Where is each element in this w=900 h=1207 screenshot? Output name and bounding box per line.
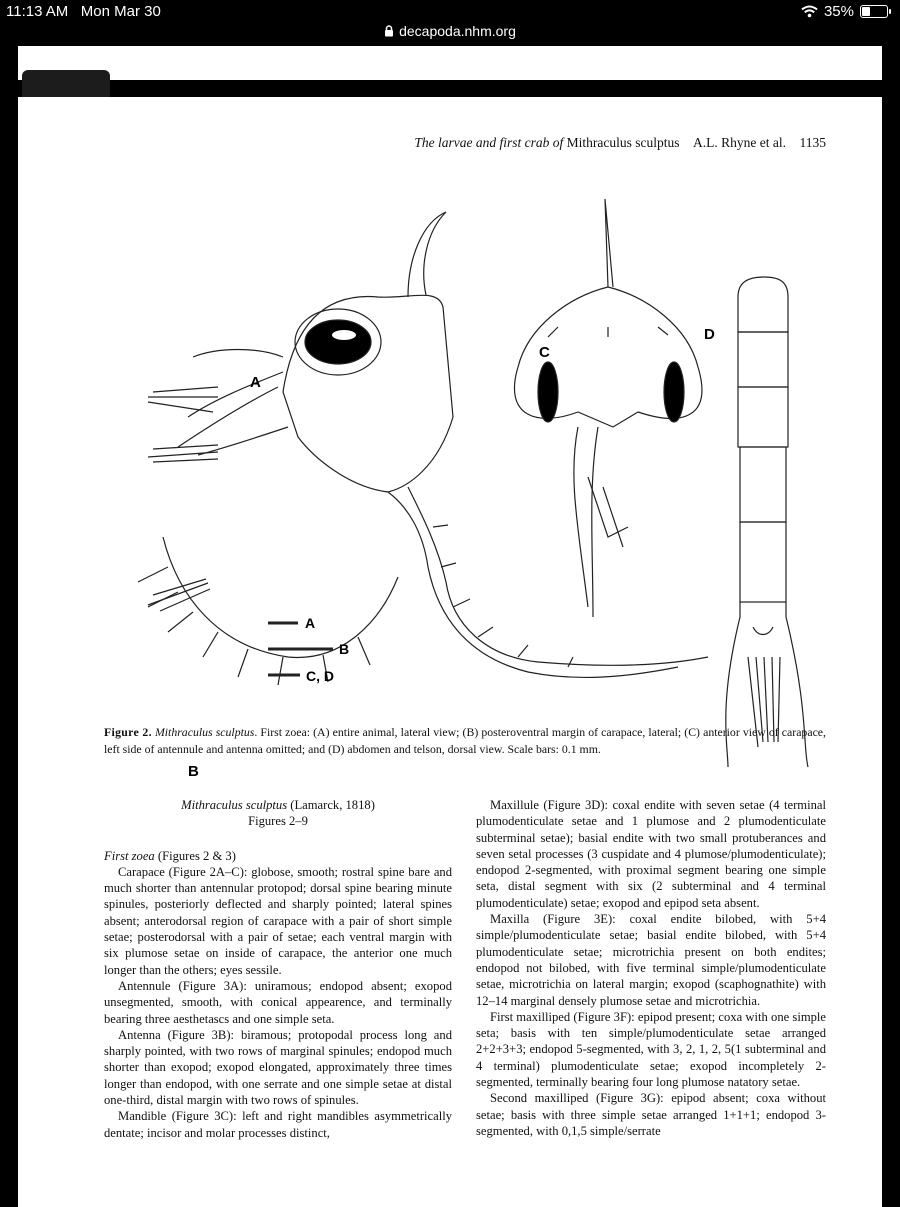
species-heading <box>104 797 452 813</box>
species-heading-figures: Figures 2–9 <box>248 814 308 829</box>
scale-label-cd: C, D <box>306 668 334 684</box>
panel-label-c: C <box>539 344 550 361</box>
panel-a-drawing <box>148 212 708 677</box>
species-heading-author: (Lamarck, 1818) <box>290 798 375 812</box>
scale-label-a: A <box>305 615 316 631</box>
header-authors: A.L. Rhyne et al. <box>693 135 786 150</box>
scale-label-b: B <box>339 641 350 657</box>
lock-icon <box>384 25 394 37</box>
caption-species: Mithraculus sculptus <box>154 725 255 739</box>
caption-label: Figure 2. <box>104 725 152 739</box>
address-bar[interactable] <box>0 22 900 46</box>
paragraph-antenna: Antenna (Figure 3B): biramous; protopodal process long and sharply pointed, with two rows of marginal spinules; endopod much shorter than exopod; exopod elongated, approximately three times longer than endopod, with one serrate and one simple setae at distal one-third, distal margin with two rows of spinules. <box>104 1027 452 1108</box>
status-bar <box>0 0 900 22</box>
running-header <box>414 135 826 151</box>
paragraph-maxilla: Maxilla (Figure 3E): coxal endite bilobed, with 5+4 simple/plumodenticulate setae; basial endite bilobed, with 5+4 plumodenticulate setae; microtrichia present on both endites; endopod not bilobed, with five terminal simple/plumodenticulate setae, microtrichia on lateral margin; exopod (scaphognathite) with 12–14 marginal densely plumose setae and microtrichia. <box>476 912 826 1008</box>
panel-label-b: B <box>188 763 199 780</box>
stage-heading <box>104 848 452 864</box>
caption-text: . First zoea: (A) entire animal, lateral view; (B) posteroventral margin of carapace, lateral; (C) anterior view of carapace, left side of antennule and antenna omitted; and (D) abdomen and telson, dorsal view. Scale bars: 0.1 mm. <box>104 725 826 756</box>
panel-label-a: A <box>250 374 261 391</box>
battery-fill <box>862 7 870 16</box>
right-column <box>476 797 826 1139</box>
panel-c-drawing <box>514 199 701 617</box>
panel-b-drawing <box>138 537 398 685</box>
stage-heading-figures: (Figures 2 & 3) <box>154 848 236 863</box>
header-page-number: 1135 <box>799 135 826 150</box>
wifi-icon <box>801 5 818 18</box>
left-column <box>104 797 452 1141</box>
paragraph-maxillule: Maxillule (Figure 3D): coxal endite with seven setae (4 terminal plumodenticulate setae and 1 plumose and 2 plumodenticulate subterminal setae); basial endite with two small protuberances and seven setal processes (3 cuspidate and 4 plumose/plumodenticulate); endopod 2-segmented, with proximal segment bearing one simple seta, distal segment with six (2 subterminal and 4 terminal plumodenticulate) setae; exopod and epipod seta absent. <box>476 798 826 910</box>
document-page <box>18 97 882 1207</box>
previous-page-strip <box>18 46 882 80</box>
paragraph-carapace: Carapace (Figure 2A–C): globose, smooth; rostral spine bare and much shorter than antennular protopod; dorsal spine bearing minute spinules, posteriorly deflected and sharply pointed; lateral spines absent; anterodorsal region of carapace with a pair of short simple setae; posterodorsal with a pair of setae; each ventral margin with six plumose setae on inside of carapace, the anterior one much longer than the others; eyes sessile. <box>104 864 452 977</box>
paragraph-mandible: Mandible (Figure 3C): left and right mandibles asymmetrically dentate; incisor and molar processes distinct, <box>104 1109 452 1140</box>
status-clock: 11:13 AM <box>6 3 69 20</box>
paragraph-second-maxilliped: Second maxilliped (Figure 3G): epipod absent; coxa without setae; basis with three simple setae arranged 1+1+1; endopod 3-segmented, with 0,1,5 simple/serrate <box>476 1091 826 1138</box>
stage-heading-name: First zoea <box>104 848 155 863</box>
battery-icon <box>860 5 888 18</box>
paragraph-antennule: Antennule (Figure 3A): uniramous; endopod absent; exopod unsegmented, smooth, with conical appearence, and terminally bearing three aesthetascs and one simple seta. <box>104 978 452 1026</box>
header-title: The larvae and first crab of <box>414 135 564 150</box>
status-date: Mon Mar 30 <box>80 3 161 20</box>
status-right <box>801 3 888 20</box>
url-text: decapoda.nhm.org <box>399 23 516 39</box>
battery-percent: 35% <box>823 3 854 20</box>
species-heading-name: Mithraculus sculptus <box>181 798 288 812</box>
header-species: Mithraculus sculptus <box>566 135 680 150</box>
status-time <box>6 3 161 20</box>
panel-label-d: D <box>704 326 715 343</box>
paragraph-first-maxilliped: First maxilliped (Figure 3F): epipod present; coxa with one simple seta; basis with ten simple/plumodenticulate setae arranged 2+2+3+3; endopod 5-segmented, with 3, 2, 1, 2, 5(1 subterminal and 4 terminal) plumodenticulate setae; exopod incompletely 2-segmented, terminally bearing four long plumose natatory setae. <box>476 1009 826 1090</box>
figure-caption <box>104 724 826 758</box>
panel-d-drawing <box>726 277 808 767</box>
